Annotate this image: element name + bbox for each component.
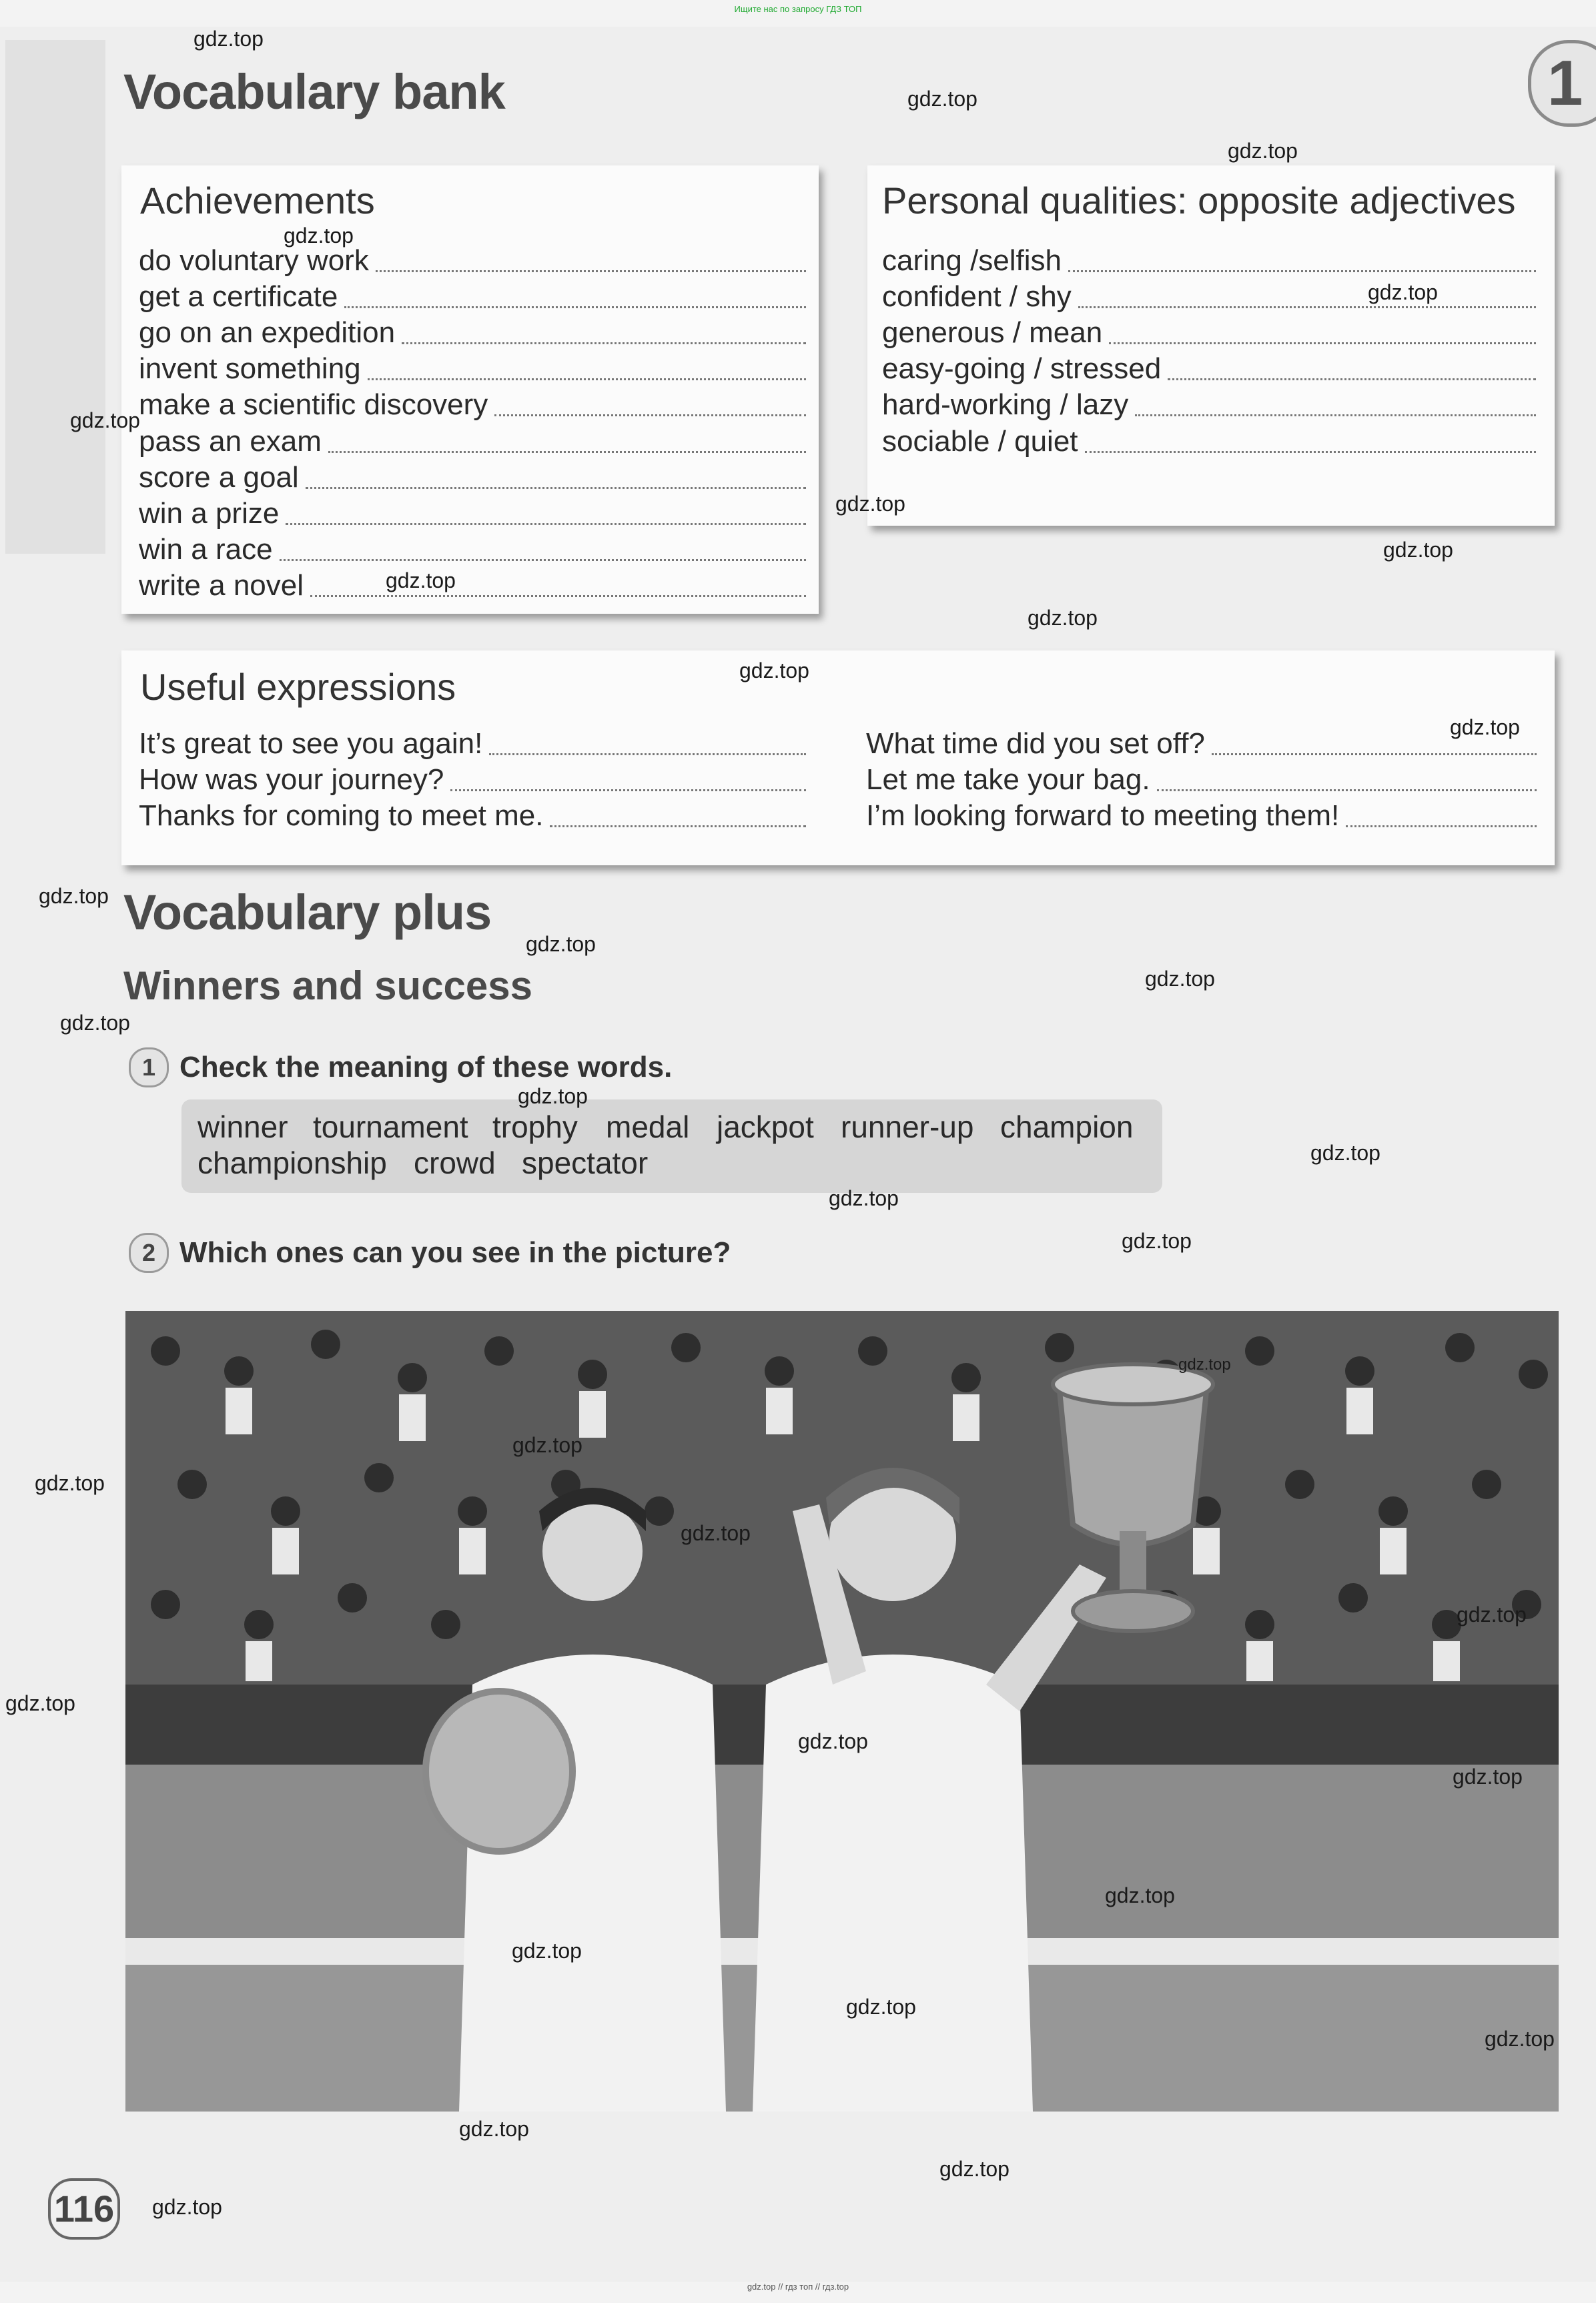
quality-item: hard-working / lazy bbox=[882, 388, 1536, 422]
watermark: gdz.top bbox=[60, 1011, 130, 1035]
exercise-instruction: Which ones can you see in the picture? bbox=[179, 1236, 731, 1269]
exercise-number: 2 bbox=[129, 1233, 169, 1273]
word: tournament bbox=[313, 1109, 468, 1144]
achievement-item: make a scientific discovery bbox=[139, 388, 806, 422]
quality-item: caring /selfish bbox=[882, 244, 1536, 278]
achievement-item: pass an exam bbox=[139, 425, 806, 458]
achievement-item: win a prize bbox=[139, 497, 806, 530]
achievement-item: write a novel bbox=[139, 569, 806, 602]
unit-badge: 1 bbox=[1528, 40, 1596, 127]
word: crowd bbox=[414, 1145, 496, 1180]
watermark: gdz.top bbox=[1485, 2027, 1555, 2051]
vocabulary-bank-heading: Vocabulary bank bbox=[123, 64, 505, 119]
watermark: gdz.top bbox=[518, 1084, 588, 1108]
watermark: gdz.top bbox=[459, 2117, 529, 2141]
expression-item: I’m looking forward to meeting them! bbox=[866, 799, 1537, 833]
exercise-number: 1 bbox=[129, 1047, 169, 1087]
personal-qualities-title: Personal qualities: opposite adjectives bbox=[882, 179, 1516, 221]
watermark: gdz.top bbox=[1457, 1602, 1527, 1627]
watermark: gdz.top bbox=[835, 492, 905, 516]
watermark: gdz.top bbox=[739, 658, 809, 682]
expression-item: How was your journey? bbox=[139, 763, 806, 797]
quality-item: sociable / quiet bbox=[882, 425, 1536, 458]
watermark: gdz.top bbox=[1178, 1356, 1231, 1374]
achievements-title: Achievements bbox=[140, 179, 375, 221]
watermark: gdz.top bbox=[35, 1471, 105, 1495]
expression-item: It’s great to see you again! bbox=[139, 727, 806, 761]
watermark: gdz.top bbox=[798, 1729, 868, 1753]
winners-subheading: Winners and success bbox=[123, 963, 533, 1008]
personal-qualities-card bbox=[867, 165, 1555, 526]
word-box bbox=[181, 1099, 1162, 1193]
quality-item: confident / shy bbox=[882, 280, 1536, 314]
watermark: gdz.top bbox=[1122, 1229, 1192, 1253]
vocabulary-plus-heading: Vocabulary plus bbox=[123, 885, 492, 940]
watermark: gdz.top bbox=[526, 932, 596, 956]
achievement-item: invent something bbox=[139, 352, 806, 386]
top-note: Ищите нас по запросу ГДЗ ТОП bbox=[734, 4, 862, 14]
achievement-item: win a race bbox=[139, 533, 806, 566]
word: champion bbox=[1000, 1109, 1134, 1144]
watermark: gdz.top bbox=[829, 1186, 899, 1210]
achievement-item: do voluntary work bbox=[139, 244, 806, 278]
watermark: gdz.top bbox=[70, 408, 140, 432]
word: spectator bbox=[522, 1145, 649, 1180]
watermark: gdz.top bbox=[681, 1521, 751, 1545]
useful-expressions-title: Useful expressions bbox=[140, 666, 456, 708]
bottom-note: gdz.top // гдз топ // гдз.top bbox=[747, 2282, 849, 2292]
page-number: 116 bbox=[48, 2178, 120, 2240]
watermark: gdz.top bbox=[1228, 139, 1298, 163]
watermark: gdz.top bbox=[1383, 538, 1453, 562]
watermark: gdz.top bbox=[1368, 280, 1438, 304]
achievements-card bbox=[121, 165, 819, 614]
tennis-champions-illustration bbox=[125, 1311, 1559, 2112]
word: championship bbox=[197, 1145, 387, 1180]
watermark: gdz.top bbox=[1453, 1765, 1523, 1789]
achievement-item: go on an expedition bbox=[139, 316, 806, 350]
expression-item: What time did you set off? bbox=[866, 727, 1537, 761]
watermark: gdz.top bbox=[1145, 967, 1215, 991]
quality-item: easy-going / stressed bbox=[882, 352, 1536, 386]
achievement-item: score a goal bbox=[139, 461, 806, 494]
watermark: gdz.top bbox=[512, 1939, 582, 1963]
word: medal bbox=[606, 1109, 690, 1144]
watermark: gdz.top bbox=[152, 2195, 222, 2219]
exercise-1 bbox=[129, 1047, 672, 1087]
watermark: gdz.top bbox=[1105, 1883, 1175, 1907]
watermark: gdz.top bbox=[284, 223, 354, 248]
word: runner-up bbox=[841, 1109, 974, 1144]
useful-expressions-card bbox=[121, 650, 1555, 865]
watermark: gdz.top bbox=[1310, 1141, 1380, 1165]
watermark: gdz.top bbox=[512, 1433, 582, 1457]
watermark: gdz.top bbox=[5, 1691, 75, 1715]
exercise-instruction: Check the meaning of these words. bbox=[179, 1051, 673, 1083]
expression-item: Thanks for coming to meet me. bbox=[139, 799, 806, 833]
word: jackpot bbox=[717, 1109, 814, 1144]
watermark: gdz.top bbox=[1450, 715, 1520, 739]
watermark: gdz.top bbox=[907, 87, 977, 111]
quality-item: generous / mean bbox=[882, 316, 1536, 350]
watermark: gdz.top bbox=[1028, 606, 1098, 630]
exercise-2 bbox=[129, 1233, 731, 1273]
expression-item: Let me take your bag. bbox=[866, 763, 1537, 797]
watermark: gdz.top bbox=[846, 1995, 916, 2019]
watermark: gdz.top bbox=[39, 884, 109, 908]
word: trophy bbox=[492, 1109, 578, 1144]
watermark: gdz.top bbox=[939, 2157, 1010, 2181]
word: winner bbox=[197, 1109, 288, 1144]
achievement-item: get a certificate bbox=[139, 280, 806, 314]
watermark: gdz.top bbox=[193, 27, 264, 51]
watermark: gdz.top bbox=[386, 568, 456, 592]
side-strip bbox=[5, 40, 105, 554]
